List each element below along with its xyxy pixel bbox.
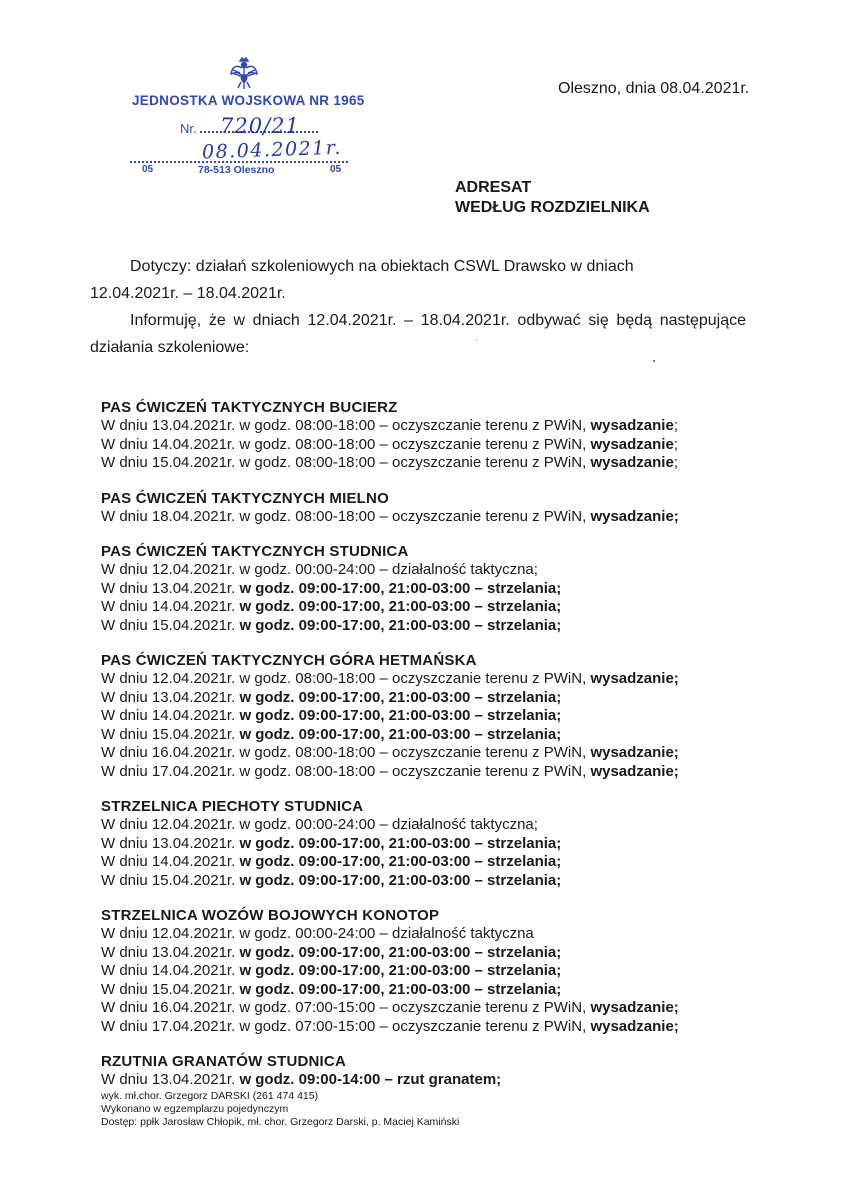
subject-label: Dotyczy: — [130, 258, 192, 275]
schedule-normal-text: W dniu 12.04.2021r. w godz. 00:00-24:00 – działalność taktyczna; — [101, 561, 538, 578]
schedule-line — [101, 436, 741, 455]
schedule-normal-text: W dniu 15.04.2021r. w godz. 08:00-18:00 – oczyszczanie terenu z PWiN, — [101, 454, 591, 471]
inform-line-end: działania szkoleniowe: — [90, 339, 250, 356]
schedule-line — [101, 417, 741, 436]
recipient-line: ADRESAT — [455, 179, 532, 196]
schedule-bold-text: w godz. 09:00-17:00, 21:00-03:00 – strzelania; — [239, 980, 562, 998]
schedule-line — [101, 944, 741, 963]
schedule-normal-text: W dniu 14.04.2021r. — [101, 962, 240, 979]
schedule-bold-text: w godz. 09:00-17:00, 21:00-03:00 – strzelania; — [239, 834, 562, 852]
schedule-normal-text: W dniu 12.04.2021r. w godz. 00:00-24:00 – działalność taktyczna; — [101, 816, 538, 833]
schedule-normal-text: W dniu 13.04.2021r. — [101, 1071, 240, 1088]
schedule-bold-text: w godz. 09:00-17:00, 21:00-03:00 – strzelania; — [239, 688, 562, 706]
inform-line: Informuję, że w dniach 12.04.2021r. – 18.04.2021r. odbywać się będą następujące — [130, 312, 746, 329]
stamp-code-left: 05 — [142, 164, 154, 175]
schedule-line — [101, 707, 741, 726]
schedule-bold-text: wysadzanie; — [590, 744, 679, 761]
schedule-line — [101, 763, 741, 782]
schedule-bold-text: wysadzanie; — [590, 762, 679, 780]
schedule-normal-text: W dniu 15.04.2021r. — [101, 871, 240, 889]
schedule-bold-text: w godz. 09:00-17:00, 21:00-03:00 – strzelania; — [239, 598, 562, 615]
schedule-line — [101, 925, 741, 944]
training-section — [101, 1052, 741, 1090]
schedule-normal-text: W dniu 15.04.2021r. — [101, 980, 240, 998]
schedule-normal-text: W dniu 17.04.2021r. w godz. 07:00-15:00 – oczyszczanie terenu z PWiN, — [101, 1017, 591, 1035]
footer-copies: Wykonano w egzemplarzu pojedynczym — [101, 1103, 289, 1115]
schedule-normal-text: W dniu 13.04.2021r. — [101, 943, 240, 961]
stamp-unit-name: JEDNOSTKA WOJSKOWA NR 1965 — [132, 93, 365, 108]
schedule-line — [101, 689, 741, 708]
subject-line — [90, 253, 746, 280]
schedule-line — [101, 816, 741, 835]
training-section — [101, 542, 741, 635]
schedule-line — [101, 598, 741, 617]
schedule-bold-text: w godz. 09:00-14:00 – rzut granatem; — [239, 1071, 502, 1088]
section-title: PAS ĆWICZEŃ TAKTYCZNYCH BUCIERZ — [101, 399, 398, 416]
schedule-line — [101, 981, 741, 1000]
stamp-number-label: Nr. — [180, 121, 197, 136]
training-section — [101, 797, 741, 890]
document-footer — [101, 1090, 459, 1129]
handwritten-date: 08.04.2021r. — [201, 136, 343, 164]
schedule-normal-text: W dniu 13.04.2021r. — [101, 688, 240, 706]
schedule-bold-text: wysadzanie — [590, 454, 674, 471]
schedule-normal-text: W dniu 12.04.2021r. w godz. 08:00-18:00 – oczyszczanie terenu z PWiN, — [101, 670, 591, 687]
schedule-normal-text: W dniu 15.04.2021r. — [101, 616, 240, 634]
schedule-normal-text: W dniu 15.04.2021r. — [101, 725, 240, 743]
schedule-bold-text: wysadzanie; — [590, 999, 679, 1016]
section-title: STRZELNICA PIECHOTY STUDNICA — [101, 798, 364, 815]
schedule-bold-text: wysadzanie — [590, 417, 674, 434]
scan-speck — [653, 360, 655, 362]
schedule-line — [101, 835, 741, 854]
recipient-line: WEDŁUG ROZDZIELNIKA — [455, 199, 650, 216]
schedule-line — [101, 872, 741, 891]
schedule-line — [101, 454, 741, 473]
schedule-line — [101, 670, 741, 689]
intro-paragraphs — [90, 253, 746, 361]
stamp-code-right: 05 — [330, 164, 342, 175]
schedule-line — [101, 580, 741, 599]
training-section — [101, 906, 741, 1036]
training-section — [101, 651, 741, 781]
schedule-tail-text: ; — [673, 454, 678, 471]
schedule-tail-text: ; — [673, 435, 678, 453]
schedule-line — [101, 999, 741, 1018]
schedule-normal-text: W dniu 13.04.2021r. — [101, 579, 240, 597]
schedule-normal-text: W dniu 12.04.2021r. w godz. 00:00-24:00 – działalność taktyczna — [101, 925, 534, 942]
schedule-normal-text: W dniu 18.04.2021r. w godz. 08:00-18:00 – oczyszczanie terenu z PWiN, — [101, 507, 591, 525]
footer-access: Dostęp: ppłk Jarosław Chłopik, mł. chor. Grzegorz Darski, p. Maciej Kamiński — [101, 1116, 460, 1128]
recipient-block — [455, 178, 650, 218]
schedule-bold-text: w godz. 09:00-17:00, 21:00-03:00 – strzelania; — [239, 725, 562, 743]
schedule-bold-text: w godz. 09:00-17:00, 21:00-03:00 – strzelania; — [239, 871, 562, 889]
schedule-normal-text: W dniu 14.04.2021r. — [101, 598, 240, 615]
schedule-normal-text: W dniu 13.04.2021r. w godz. 08:00-18:00 – oczyszczanie terenu z PWiN, — [101, 417, 591, 434]
schedule-normal-text: W dniu 14.04.2021r. w godz. 08:00-18:00 – oczyszczanie terenu z PWiN, — [101, 435, 591, 453]
schedule-line — [101, 561, 741, 580]
scan-speck — [476, 340, 477, 341]
schedule-bold-text: w godz. 09:00-17:00, 21:00-03:00 – strzelania; — [239, 616, 562, 634]
section-title: STRZELNICA WOZÓW BOJOWYCH KONOTOP — [101, 907, 440, 924]
training-sections — [101, 398, 741, 1106]
schedule-line — [101, 1071, 741, 1090]
eagle-emblem-icon — [229, 56, 259, 90]
stamp-dotted-line — [130, 161, 348, 163]
schedule-line — [101, 744, 741, 763]
handwritten-reference-number: 720/21 — [220, 114, 300, 138]
training-section — [101, 398, 741, 473]
schedule-bold-text: w godz. 09:00-17:00, 21:00-03:00 – strzelania; — [239, 943, 562, 961]
section-title: PAS ĆWICZEŃ TAKTYCZNYCH MIELNO — [101, 489, 389, 507]
subject-dates: 12.04.2021r. – 18.04.2021r. — [90, 285, 286, 302]
schedule-line — [101, 1018, 741, 1037]
schedule-normal-text: W dniu 16.04.2021r. w godz. 07:00-15:00 – oczyszczanie terenu z PWiN, — [101, 999, 591, 1016]
official-stamp — [128, 56, 368, 186]
place-and-date: Oleszno, dnia 08.04.2021r. — [558, 80, 750, 97]
section-title: PAS ĆWICZEŃ TAKTYCZNYCH STUDNICA — [101, 543, 409, 560]
schedule-line — [101, 617, 741, 636]
section-title: PAS ĆWICZEŃ TAKTYCZNYCH GÓRA HETMAŃSKA — [101, 652, 477, 669]
schedule-bold-text: w godz. 09:00-17:00, 21:00-03:00 – strzelania; — [239, 579, 562, 597]
schedule-line — [101, 962, 741, 981]
schedule-bold-text: wysadzanie; — [590, 670, 679, 687]
schedule-tail-text: ; — [673, 417, 678, 434]
schedule-bold-text: w godz. 09:00-17:00, 21:00-03:00 – strzelania; — [239, 853, 562, 870]
schedule-line — [101, 853, 741, 872]
schedule-bold-text: wysadzanie; — [590, 1017, 679, 1035]
schedule-line — [101, 508, 741, 527]
schedule-normal-text: W dniu 17.04.2021r. w godz. 08:00-18:00 – oczyszczanie terenu z PWiN, — [101, 762, 591, 780]
section-title: RZUTNIA GRANATÓW STUDNICA — [101, 1053, 346, 1070]
stamp-city: 78-513 Oleszno — [198, 164, 275, 176]
schedule-normal-text: W dniu 16.04.2021r. w godz. 08:00-18:00 – oczyszczanie terenu z PWiN, — [101, 744, 591, 761]
schedule-bold-text: wysadzanie — [590, 435, 674, 453]
training-section — [101, 489, 741, 527]
schedule-line — [101, 726, 741, 745]
footer-author: wyk. mł.chor. Grzegorz DARSKI (261 474 415) — [101, 1090, 319, 1102]
schedule-normal-text: W dniu 13.04.2021r. — [101, 834, 240, 852]
schedule-bold-text: w godz. 09:00-17:00, 21:00-03:00 – strzelania; — [239, 962, 562, 979]
subject-text: działań szkoleniowych na obiektach CSWL Drawsko w dniach — [191, 258, 634, 275]
schedule-bold-text: wysadzanie; — [590, 507, 679, 525]
schedule-normal-text: W dniu 14.04.2021r. — [101, 707, 240, 724]
schedule-normal-text: W dniu 14.04.2021r. — [101, 853, 240, 870]
schedule-bold-text: w godz. 09:00-17:00, 21:00-03:00 – strzelania; — [239, 707, 562, 724]
